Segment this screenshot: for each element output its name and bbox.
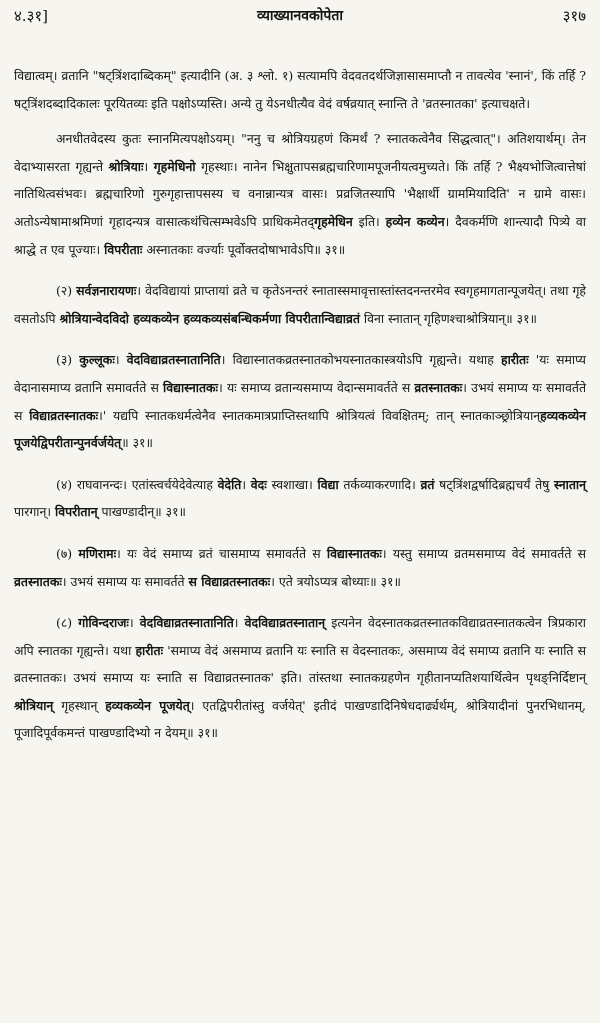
text-run: (३)	[56, 352, 80, 368]
text-run: । यः समाप्य व्रतान्यसमाप्य वेदान्समावर्तते स	[218, 379, 415, 395]
bold-term: वेदः	[250, 476, 267, 492]
text-run: पारगान्।	[14, 504, 56, 520]
text-run: पाखण्डादीन्॥ ३१॥	[97, 504, 186, 520]
bold-term: हारीतः	[500, 352, 529, 368]
text-run: 'यः समाप्य वेदानासमाप्य व्रतानि समावर्तते स	[14, 352, 586, 395]
text-run: ।	[233, 615, 245, 631]
running-title: व्याख्यानवकोपेता	[257, 8, 343, 24]
bold-term: हव्येन कव्येन	[385, 213, 445, 229]
text-run: । यस्तु समाप्य व्रतमसमाप्य वेदं समावर्तते स	[381, 545, 586, 561]
text-run: । एते त्रयोऽप्यत्र बोध्याः॥ ३१॥	[270, 573, 401, 589]
paragraph-continuation	[14, 62, 586, 117]
bold-term: स विद्याव्रतस्नातकः	[188, 573, 271, 589]
text-run: ।' यद्यपि स्नातकधर्मत्वेनैव स्नातकमात्रप्राप्तिस्तथापि श्रोत्रियत्वं विवक्षितम्; तान् स्नातकाञ्छ्रोत्रियान्	[98, 407, 541, 423]
bold-term: वेदविद्याव्रतस्नातानिति	[126, 352, 221, 368]
text-run: गृहस्थान्	[53, 697, 106, 713]
bold-term: सर्वज्ञनारायणः	[76, 283, 137, 299]
text-run: स्वशाखा।	[266, 476, 318, 492]
text-run: ।	[114, 352, 127, 368]
text-run: (८)	[56, 615, 79, 631]
text-run: ।	[128, 615, 140, 631]
text-run: तर्कव्याकरणादि।	[338, 476, 421, 492]
text-run: ॥ ३१॥	[121, 435, 153, 451]
text-run: । दैवकर्मणि शान्त्यादौ पित्र्ये वा श्राद्धे त एव पूज्याः।	[14, 213, 586, 257]
bold-term: वेदेति	[217, 476, 242, 492]
text-run: । यः वेदं समाप्य व्रतं चासमाप्य समावर्तते स	[116, 545, 327, 561]
paragraph-sarvajna-narayana	[14, 277, 586, 332]
text-run: । वेदविद्यायां प्राप्तायां व्रते च कृतेऽनन्तरं स्नातास्समावृत्तास्तांस्तदनन्तरमेव स्वगृहमागतान्पूजयेत्। तथा गृहे वसतोऽपि	[14, 283, 586, 326]
bold-term: श्रोत्रियाः	[108, 158, 144, 174]
text-run: विद्यात्वम्। व्रतानि "षट्त्रिंशदाब्दिकम्" इत्यादीनि (अ. ३ श्लो. १) सत्यामपि वेदवतदर्थजिज्ञासासमाप्तौ न तावत्येव 'स्नानं', किं तर्हि ? षट्त्रिंशदब्दादिकालः पूरयितव्यः इति पक्षोऽप्यस्ति। अन्ये तु येऽनधीत्यैव वेदं वर्षव्रयात् स्नान्ति ते 'व्रतस्नातका' इत्याचक्षते।	[14, 68, 586, 111]
bold-term: गोविन्दराजः	[78, 615, 129, 631]
text-run: गृहस्थाः। नानेन भिक्षुतापसब्रह्मचारिणामपूजनीयत्वमुच्यते। किं तर्हि ? भैक्ष्यभोजित्वात्तेषां नातिथित्वसंभवः। ब्रह्मचारिणो गुरुगृहात्तापसस्य च वनान्नान्यत्र वासः। प्रव्रजितस्यापि 'भैक्षार्थी ग्राममियादिति' न ग्रामे वासः। अतोऽन्येषामाश्रमिणां गृहादन्यत्र वासात्कथंचित्सम्भवेऽपि प्राधिकमेतद्	[14, 158, 586, 229]
bold-term: विपरीतान्	[55, 504, 98, 520]
paragraph-maniram	[14, 540, 586, 595]
page-header	[14, 6, 586, 34]
chapter-verse-ref: ४.३१]	[14, 7, 49, 25]
bold-term: विद्या	[317, 476, 339, 492]
bold-term: हव्यकव्येन पूजयेद्विपरीतान्पुनर्वर्जयेत्	[14, 407, 586, 451]
paragraph-govindaraja	[14, 609, 586, 747]
paragraph-kulluka	[14, 346, 586, 456]
text-run: 'समाप्य वेदं असमाप्य व्रतानि यः स्नाति स वेदस्नातकः, असमाप्य वेदं समाप्य व्रतानि यः स्नाति स व्रतस्नातकः। उभयं समाप्य यः स्नाति स विद्याव्रतस्नातक' इति। तांस्तथा स्नातकग्रहणेन गृहीतानप्यतिशयार्थित्वेन पृथङ्निर्दिष्टान्	[14, 642, 586, 686]
text-run: इत्यनेन वेदस्नातकव्रतस्नातकविद्याव्रतस्नातकत्वेन त्रिप्रकारा अपि स्नातका गृह्यन्ते। यथा	[14, 615, 586, 658]
paragraph-commentary	[14, 125, 586, 263]
bold-term: व्रतं	[420, 476, 435, 492]
bold-term: स्नातान्	[554, 476, 587, 492]
bold-term: गृहमेधिन	[314, 213, 353, 229]
bold-term: हव्यकव्येन पूजयेत्	[105, 697, 190, 713]
bold-term: वेदविद्याव्रतस्नातान्	[244, 615, 326, 631]
commentary-body	[14, 62, 586, 747]
bold-term: विद्यास्नातकः	[163, 379, 219, 395]
text-run: । उभयं समाप्य यः समावर्तते	[61, 573, 189, 589]
bold-term: व्रतस्नातकः	[414, 379, 463, 395]
bold-term: हारीतः	[135, 642, 164, 658]
text-run: अनधीतवेदस्य कुतः स्नानमित्यपक्षोऽयम्। "ननु च श्रोत्रियग्रहणं किमर्थं ? स्नातकत्वेनैव सिद्धत्वात्"। अतिशयार्थम्। तेन वेदाभ्यासरता गृह्यन्ते	[14, 131, 586, 174]
bold-term: विद्यास्नातकः	[326, 545, 382, 561]
bold-term: वेदविद्याव्रतस्नातानिति	[139, 615, 234, 631]
text-run: इति।	[352, 213, 386, 229]
bold-term: मणिरामः	[78, 545, 117, 561]
text-run: अस्नातकाः वर्ज्याः पूर्वोक्तदोषाभावेऽपि॥ ३१॥	[142, 241, 346, 257]
text-run: ।	[241, 476, 251, 492]
text-run: । विद्यास्नातकव्रतस्नातकोभयस्नातकास्त्रयोऽपि गृह्यन्ते। यथाह	[220, 352, 501, 368]
bold-term: श्रोत्रियान्वेदविदो हव्यकव्येन हव्यकव्यसंबन्धिकर्मणा विपरीतान्विद्याव्रतं	[59, 310, 360, 326]
text-run: (४) राघवानन्दः। एतांस्त्वर्चयेदेवेत्याह	[56, 476, 218, 492]
bold-term: गृहमेधिनो	[153, 158, 196, 174]
text-run: विना स्नातान् गृहिणश्चाश्रोत्रियान्॥ ३१॥	[359, 310, 537, 326]
text-run: । उभयं समाप्य यः समावर्तते स	[14, 379, 587, 423]
text-run: (२)	[56, 283, 77, 299]
bold-term: कुल्लूकः	[79, 352, 115, 368]
bold-term: विपरीताः	[104, 241, 143, 257]
bold-term: श्रोत्रियान्	[14, 697, 54, 713]
text-run: (७)	[56, 545, 79, 561]
text-run: । एतद्विपरीतांस्तु वर्जयेत्' इतीदं पाखण्डादिनिषेधदार्ढ्यर्थम्, श्रोत्रियादीनां पुनरभिधानम्, पूजादिपूर्वकमन्तं पाखण्डादिभ्यो न देयम्॥ ३१॥	[14, 697, 586, 741]
bold-term: विद्याव्रतस्नातकः	[29, 407, 99, 423]
paragraph-raghavananda	[14, 471, 586, 526]
text-run: षट्त्रिंशद्वर्षादिब्रह्मचर्यं तेषु	[434, 476, 555, 492]
bold-term: व्रतस्नातकः	[14, 573, 62, 589]
text-run: ।	[143, 158, 154, 174]
page-number: ३१७	[562, 7, 586, 25]
